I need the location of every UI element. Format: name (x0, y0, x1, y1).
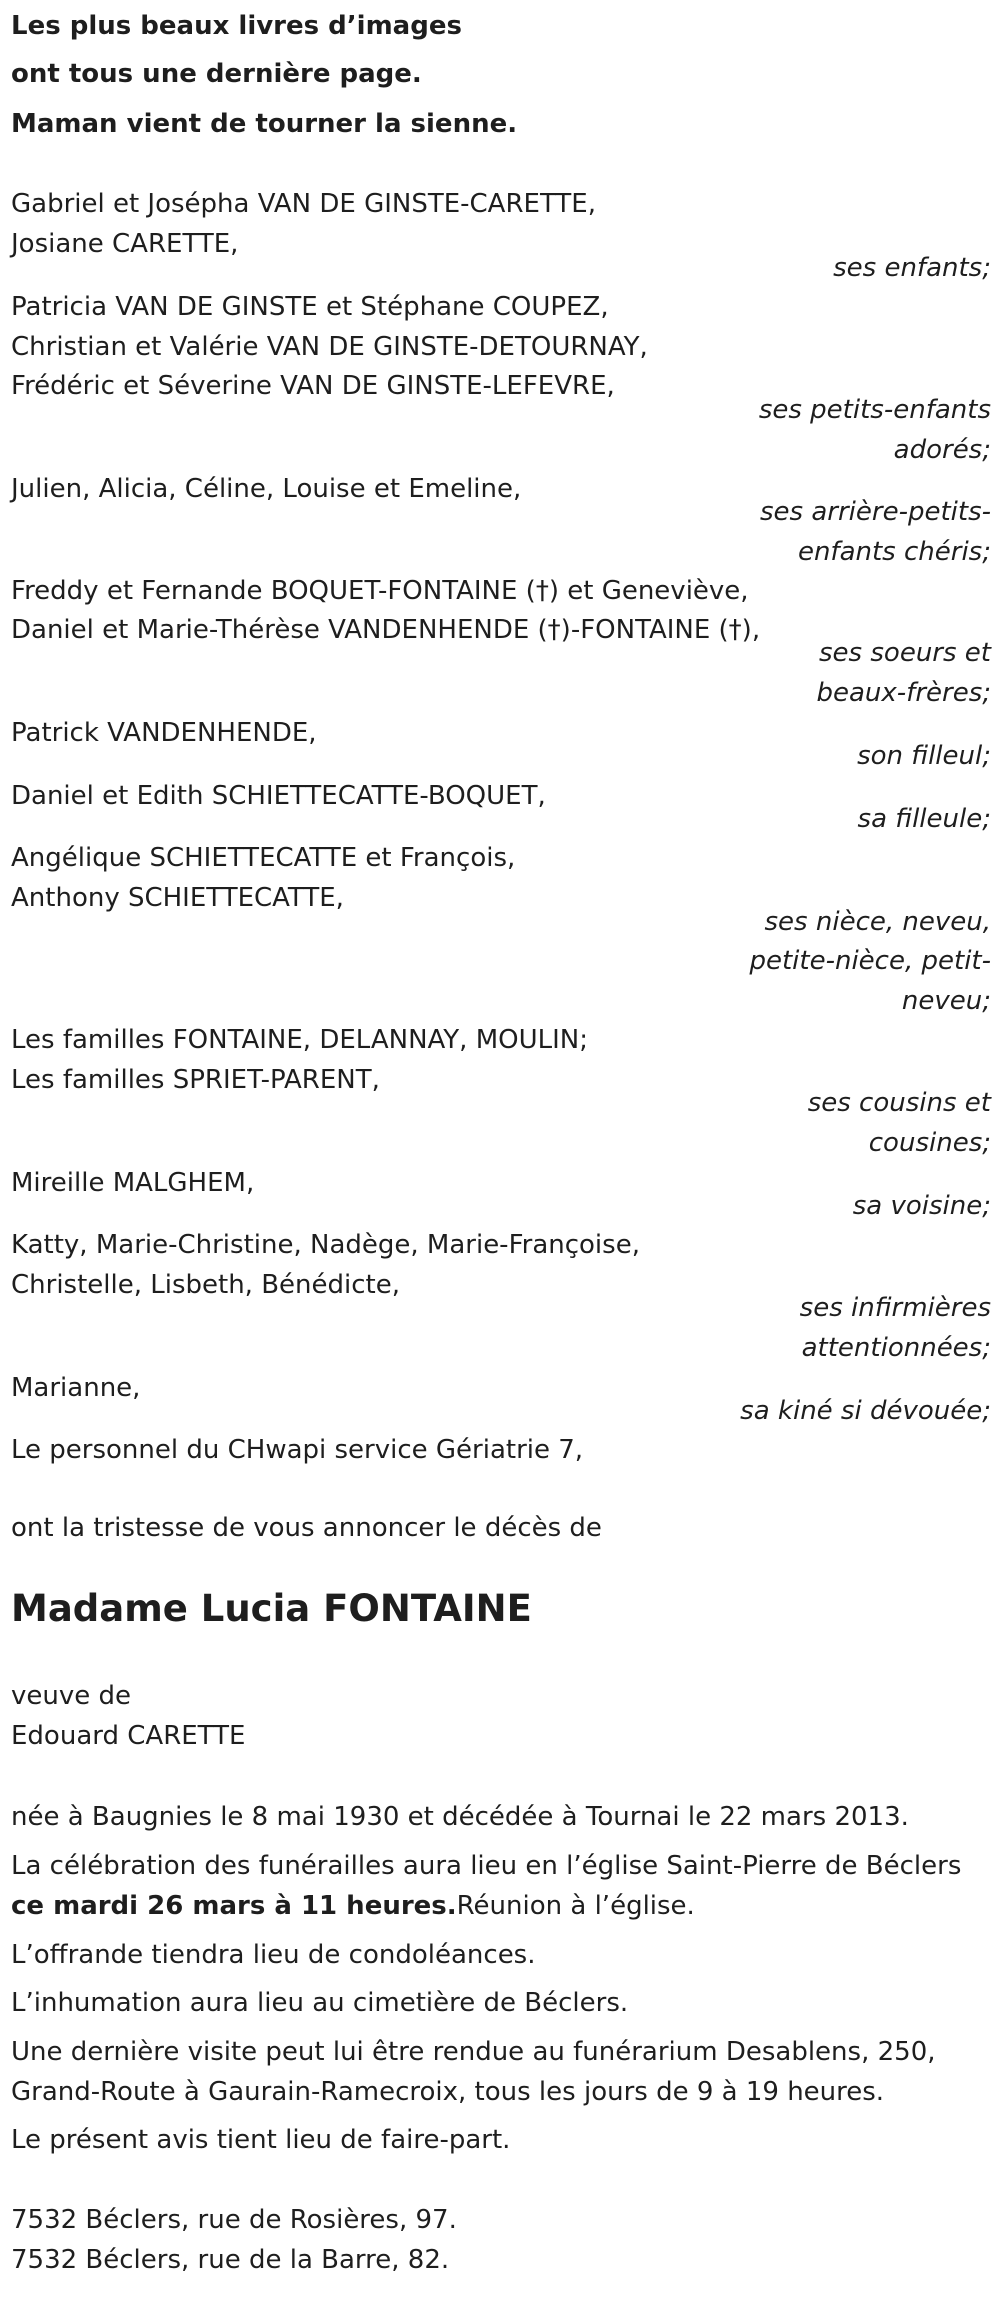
family-relation: cousines; (868, 1128, 991, 1158)
address-line: 7532 Béclers, rue de la Barre, 82. (11, 2245, 450, 2275)
ceremony-date-line (11, 1886, 695, 1926)
family-relation: ses infirmières (799, 1293, 991, 1323)
family-name-line: Les familles FONTAINE, DELANNAY, MOULIN; (11, 1025, 589, 1055)
family-relation: sa filleule; (857, 804, 991, 834)
family-relation: sa kiné si dévouée; (740, 1396, 991, 1426)
widow-of-label: veuve de (11, 1681, 132, 1711)
family-name-line: Christian et Valérie VAN DE GINSTE-DETOURNAY, (11, 332, 648, 362)
family-name-line: Anthony SCHIETTECATTE, (11, 883, 344, 913)
epitaph-line-2: ont tous une dernière page. (11, 59, 422, 89)
family-relation: ses nièce, neveu, (764, 907, 991, 937)
family-name-line: Le personnel du CHwapi service Gériatrie 7, (11, 1435, 584, 1465)
family-relation: petite-nièce, petit- (749, 946, 991, 976)
family-name-line: Christelle, Lisbeth, Bénédicte, (11, 1270, 400, 1300)
family-relation: ses petits-enfants (758, 395, 991, 425)
visit-text-line-2: Grand-Route à Gaurain-Ramecroix, tous les jours de 9 à 19 heures. (11, 2077, 885, 2107)
family-name-line: Katty, Marie-Christine, Nadège, Marie-Françoise, (11, 1230, 640, 1260)
family-name-line: Julien, Alicia, Céline, Louise et Emeline, (11, 474, 522, 504)
deceased-name: Madame Lucia FONTAINE (11, 1587, 532, 1630)
ceremony-date: ce mardi 26 mars à 11 heures. (11, 1891, 457, 1921)
family-name-line: Gabriel et Joséphа VAN DE GINSTE-CARETTE, (11, 189, 596, 219)
family-relation: sa voisine; (852, 1191, 991, 1221)
spouse-name: Edouard CARETTE (11, 1721, 246, 1751)
notice-text: Le présent avis tient lieu de faire-part. (11, 2125, 511, 2155)
offering-text: L’offrande tiendra lieu de condoléances. (11, 1940, 536, 1970)
family-name-line: Josiane CARETTE, (11, 229, 239, 259)
visit-text-line-1: Une dernière visite peut lui être rendue au funérarium Desablens, 250, (11, 2037, 936, 2067)
family-name-line: Les familles SPRIET-PARENT, (11, 1065, 380, 1095)
family-relation: ses enfants; (833, 253, 991, 283)
family-name-line: Patrick VANDENHENDE, (11, 718, 317, 748)
family-relation: attentionnées; (801, 1333, 991, 1363)
family-relation: enfants chéris; (797, 537, 991, 567)
family-name-line: Daniel et Edith SCHIETTECATTE-BOQUET, (11, 781, 546, 811)
family-relation: neveu; (901, 986, 991, 1016)
burial-text: L’inhumation aura lieu au cimetière de Béclers. (11, 1988, 629, 2018)
family-name-line: Mireille MALGHEM, (11, 1168, 255, 1198)
announcement: ont la tristesse de vous annoncer le décès de (11, 1513, 602, 1543)
family-relation: ses cousins et (807, 1088, 991, 1118)
family-relation: son filleul; (857, 741, 991, 771)
family-name-line: Frédéric et Séverine VAN DE GINSTE-LEFEVRE, (11, 371, 615, 401)
family-name-line: Freddy et Fernande BOQUET-FONTAINE (†) et Geneviève, (11, 576, 749, 606)
family-relation: ses soeurs et (819, 638, 991, 668)
ceremony-meeting: Réunion à l’église. (456, 1891, 695, 1921)
family-relation: ses arrière-petits- (760, 497, 991, 527)
ceremony-text: La célébration des funérailles aura lieu en l’église Saint-Pierre de Béclers (11, 1851, 962, 1881)
epitaph-line-1: Les plus beaux livres d’images (11, 11, 462, 41)
address-line: 7532 Béclers, rue de Rosières, 97. (11, 2205, 457, 2235)
family-name-line: Daniel et Marie-Thérèse VANDENHENDE (†)-FONTAINE (†), (11, 615, 761, 645)
family-name-line: Patricia VAN DE GINSTE et Stéphane COUPEZ, (11, 292, 609, 322)
family-relation: adorés; (893, 435, 991, 465)
birth-death-text: née à Baugnies le 8 mai 1930 et décédée à Tournai le 22 mars 2013. (11, 1802, 909, 1832)
family-relation: beaux-frères; (816, 678, 991, 708)
epitaph-line-3: Maman vient de tourner la sienne. (11, 109, 518, 139)
family-name-line: Angélique SCHIETTECATTE et François, (11, 843, 516, 873)
family-name-line: Marianne, (11, 1373, 141, 1403)
